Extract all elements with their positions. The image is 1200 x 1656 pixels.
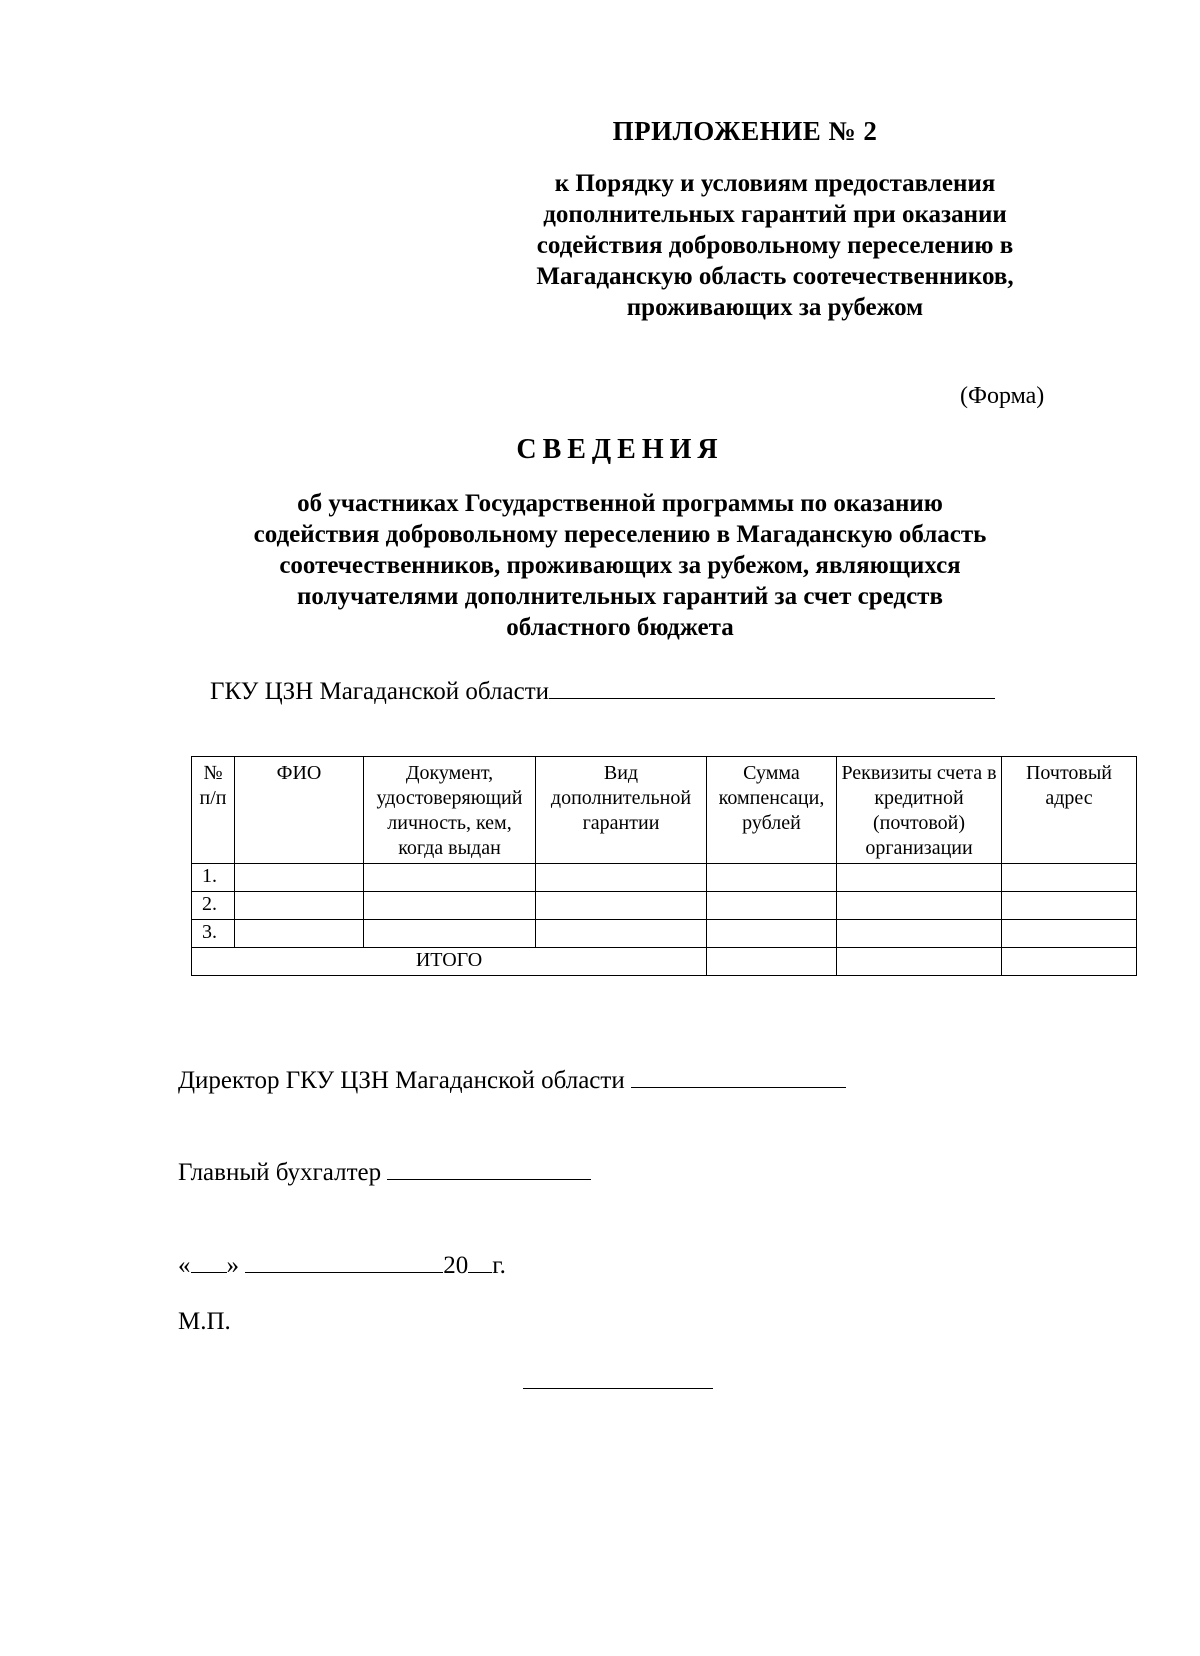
document-subtitle-line: об участниках Государственной программы по оказанию bbox=[297, 490, 943, 517]
document-subtitle bbox=[150, 488, 1090, 643]
header-postal-address: Почтовый адрес bbox=[1002, 757, 1137, 864]
year-blank[interactable] bbox=[468, 1250, 492, 1273]
accountant-signature-blank[interactable] bbox=[387, 1157, 591, 1180]
table-cell[interactable] bbox=[837, 892, 1002, 920]
table-row bbox=[192, 920, 1137, 948]
row-number: 1. bbox=[192, 864, 235, 892]
participants-table bbox=[191, 756, 1137, 976]
row-number: 3. bbox=[192, 920, 235, 948]
table-cell[interactable] bbox=[1002, 948, 1137, 976]
table-cell[interactable] bbox=[707, 892, 837, 920]
year-prefix: 20 bbox=[443, 1252, 469, 1279]
accountant-signature-line bbox=[178, 1157, 591, 1187]
total-amount-cell[interactable] bbox=[707, 948, 837, 976]
document-title: СВЕДЕНИЯ bbox=[516, 434, 724, 465]
row-number: 2. bbox=[192, 892, 235, 920]
director-signature-blank[interactable] bbox=[631, 1065, 846, 1088]
document-subtitle-line: областного бюджета bbox=[506, 614, 734, 641]
year-suffix: г. bbox=[492, 1252, 506, 1279]
header-compensation-amount: Сумма компенсаци, рублей bbox=[707, 757, 837, 864]
end-divider bbox=[523, 1388, 713, 1389]
director-signature-line bbox=[178, 1065, 846, 1095]
date-open-quote: « bbox=[178, 1252, 191, 1279]
accountant-label: Главный бухгалтер bbox=[178, 1159, 382, 1186]
header-full-name: ФИО bbox=[235, 757, 364, 864]
table-cell[interactable] bbox=[364, 920, 536, 948]
table-cell[interactable] bbox=[536, 892, 707, 920]
table-row bbox=[192, 892, 1137, 920]
appendix-subtitle bbox=[505, 168, 1045, 323]
appendix-subtitle-line: проживающих за рубежом bbox=[626, 294, 924, 321]
table-cell[interactable] bbox=[837, 864, 1002, 892]
table-cell[interactable] bbox=[837, 948, 1002, 976]
header-account-details: Реквизиты счета в кредитной (почтовой) организации bbox=[837, 757, 1002, 864]
date-line bbox=[178, 1250, 506, 1280]
table-cell[interactable] bbox=[235, 892, 364, 920]
table-cell[interactable] bbox=[707, 920, 837, 948]
table-cell[interactable] bbox=[707, 864, 837, 892]
table-cell[interactable] bbox=[364, 892, 536, 920]
day-blank[interactable] bbox=[191, 1250, 227, 1273]
table-cell[interactable] bbox=[1002, 864, 1137, 892]
form-label: (Форма) bbox=[960, 383, 1045, 409]
table-cell[interactable] bbox=[235, 864, 364, 892]
header-guarantee-type: Вид дополнительной гарантии bbox=[536, 757, 707, 864]
table-cell[interactable] bbox=[364, 864, 536, 892]
table-cell[interactable] bbox=[1002, 892, 1137, 920]
table-cell[interactable] bbox=[837, 920, 1002, 948]
director-label: Директор ГКУ ЦЗН Магаданской области bbox=[178, 1067, 625, 1094]
document-subtitle-line: соотечественников, проживающих за рубежом, являющихся bbox=[279, 552, 961, 579]
appendix-subtitle-line: содействия добровольному переселению в bbox=[536, 232, 1014, 259]
organization-blank[interactable] bbox=[549, 676, 995, 699]
table-header-row bbox=[192, 757, 1137, 864]
stamp-label: М.П. bbox=[178, 1308, 231, 1335]
organization-label: ГКУ ЦЗН Магаданской области bbox=[210, 678, 550, 705]
month-blank[interactable] bbox=[245, 1250, 443, 1273]
header-number: № п/п bbox=[192, 757, 235, 864]
total-label: ИТОГО bbox=[192, 948, 707, 976]
table-cell[interactable] bbox=[536, 864, 707, 892]
table-cell[interactable] bbox=[536, 920, 707, 948]
table-total-row bbox=[192, 948, 1137, 976]
table-cell[interactable] bbox=[235, 920, 364, 948]
organization-line bbox=[210, 676, 995, 706]
appendix-title: ПРИЛОЖЕНИЕ № 2 bbox=[612, 116, 878, 146]
table-row bbox=[192, 864, 1137, 892]
appendix-subtitle-line: к Порядку и условиям предоставления bbox=[554, 170, 996, 197]
table-cell[interactable] bbox=[1002, 920, 1137, 948]
appendix-subtitle-line: дополнительных гарантий при оказании bbox=[543, 201, 1007, 228]
document-subtitle-line: содействия добровольному переселению в Магаданскую область bbox=[253, 521, 987, 548]
document-subtitle-line: получателями дополнительных гарантий за счет средств bbox=[297, 583, 943, 610]
appendix-subtitle-line: Магаданскую область соотечественников, bbox=[536, 263, 1014, 290]
date-close-quote: » bbox=[226, 1252, 239, 1279]
header-identity-document: Документ, удостоверяющий личность, кем, когда выдан bbox=[364, 757, 536, 864]
